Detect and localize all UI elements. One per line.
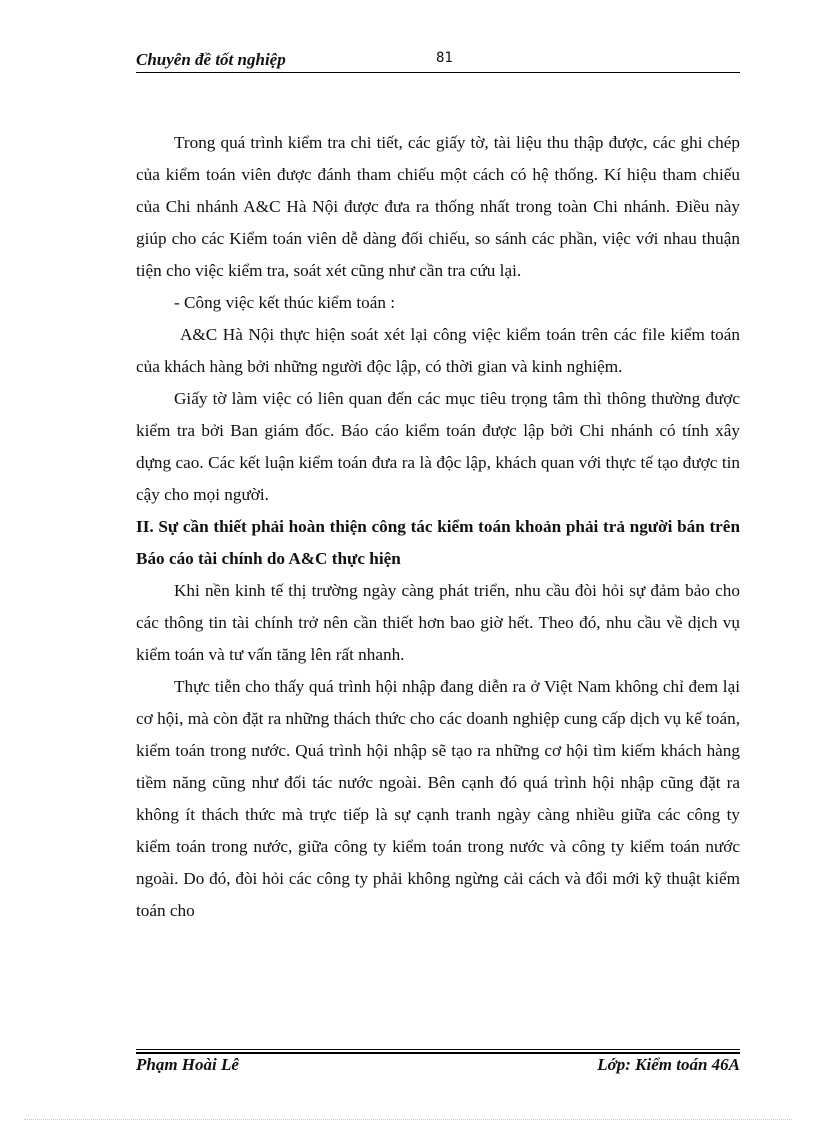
page-header [136,48,740,74]
paragraph: A&C Hà Nội thực hiện soát xét lại công việc kiểm toán trên các file kiểm toán của khách hàng bởi những người độc lập, có thời gian và kinh nghiệm. [136,325,740,376]
footer-divider [136,1049,740,1050]
section-heading: II. Sự cần thiết phải hoàn thiện công tác kiểm toán khoản phải trả người bán trên Báo cáo tài chính do A&C thực hiện [136,517,740,568]
footer-divider-thick [136,1052,740,1054]
header-divider [136,72,740,73]
page-number: 81 [436,50,453,66]
footer-author: Phạm Hoài Lê [136,1055,239,1074]
page-body [136,127,740,927]
paragraph: Khi nền kinh tế thị trường ngày càng phát triển, nhu cầu đòi hỏi sự đảm bảo cho các thông tin tài chính trở nên cần thiết hơn bao giờ hết. Theo đó, nhu cầu về dịch vụ kiểm toán và tư vấn tăng lên rất nhanh. [136,581,740,664]
paragraph: Trong quá trình kiểm tra chi tiết, các giấy tờ, tài liệu thu thập được, các ghi chép của kiểm toán viên được đánh tham chiếu một cách có hệ thống. Kí hiệu tham chiếu của Chi nhánh A&C Hà Nội được đưa ra thống nhất trong toàn Chi nhánh. Điều này giúp cho các Kiểm toán viên dễ dàng đối chiếu, so sánh các phần, việc với nhau thuận tiện cho việc kiểm tra, soát xét cũng như cần tra cứu lại. [136,133,740,280]
paragraph: Giấy tờ làm việc có liên quan đến các mục tiêu trọng tâm thì thông thường được kiểm tra bởi Ban giám đốc. Báo cáo kiểm toán được lập bởi Chi nhánh có tính xây dựng cao. Các kết luận kiểm toán đưa ra là độc lập, khách quan với thực tế tạo được tin cậy cho mọi người. [136,389,740,504]
page-footer [136,1055,740,1079]
page-edge-dots [24,1119,792,1120]
footer-class: Lớp: Kiểm toán 46A [597,1055,740,1074]
list-item: - Công việc kết thúc kiểm toán : [174,293,395,312]
paragraph: Thực tiễn cho thấy quá trình hội nhập đang diễn ra ở Việt Nam không chỉ đem lại cơ hội, mà còn đặt ra những thách thức cho các doanh nghiệp cung cấp dịch vụ kế toán, kiểm toán trong nước. Quá trình hội nhập sẽ tạo ra những cơ hội tìm kiếm khách hàng tiềm năng cũng như đối tác nước ngoài. Bên cạnh đó quá trình hội nhập cũng đặt ra không ít thách thức mà trực tiếp là sự cạnh tranh ngày càng nhiều giữa các công ty kiểm toán trong nước, giữa công ty kiểm toán trong nước và công ty kiểm toán nước ngoài. Do đó, đòi hỏi các công ty phải không ngừng cải cách và đổi mới kỹ thuật kiểm toán cho [136,677,740,920]
header-title: Chuyên đề tốt nghiệp [136,50,286,69]
